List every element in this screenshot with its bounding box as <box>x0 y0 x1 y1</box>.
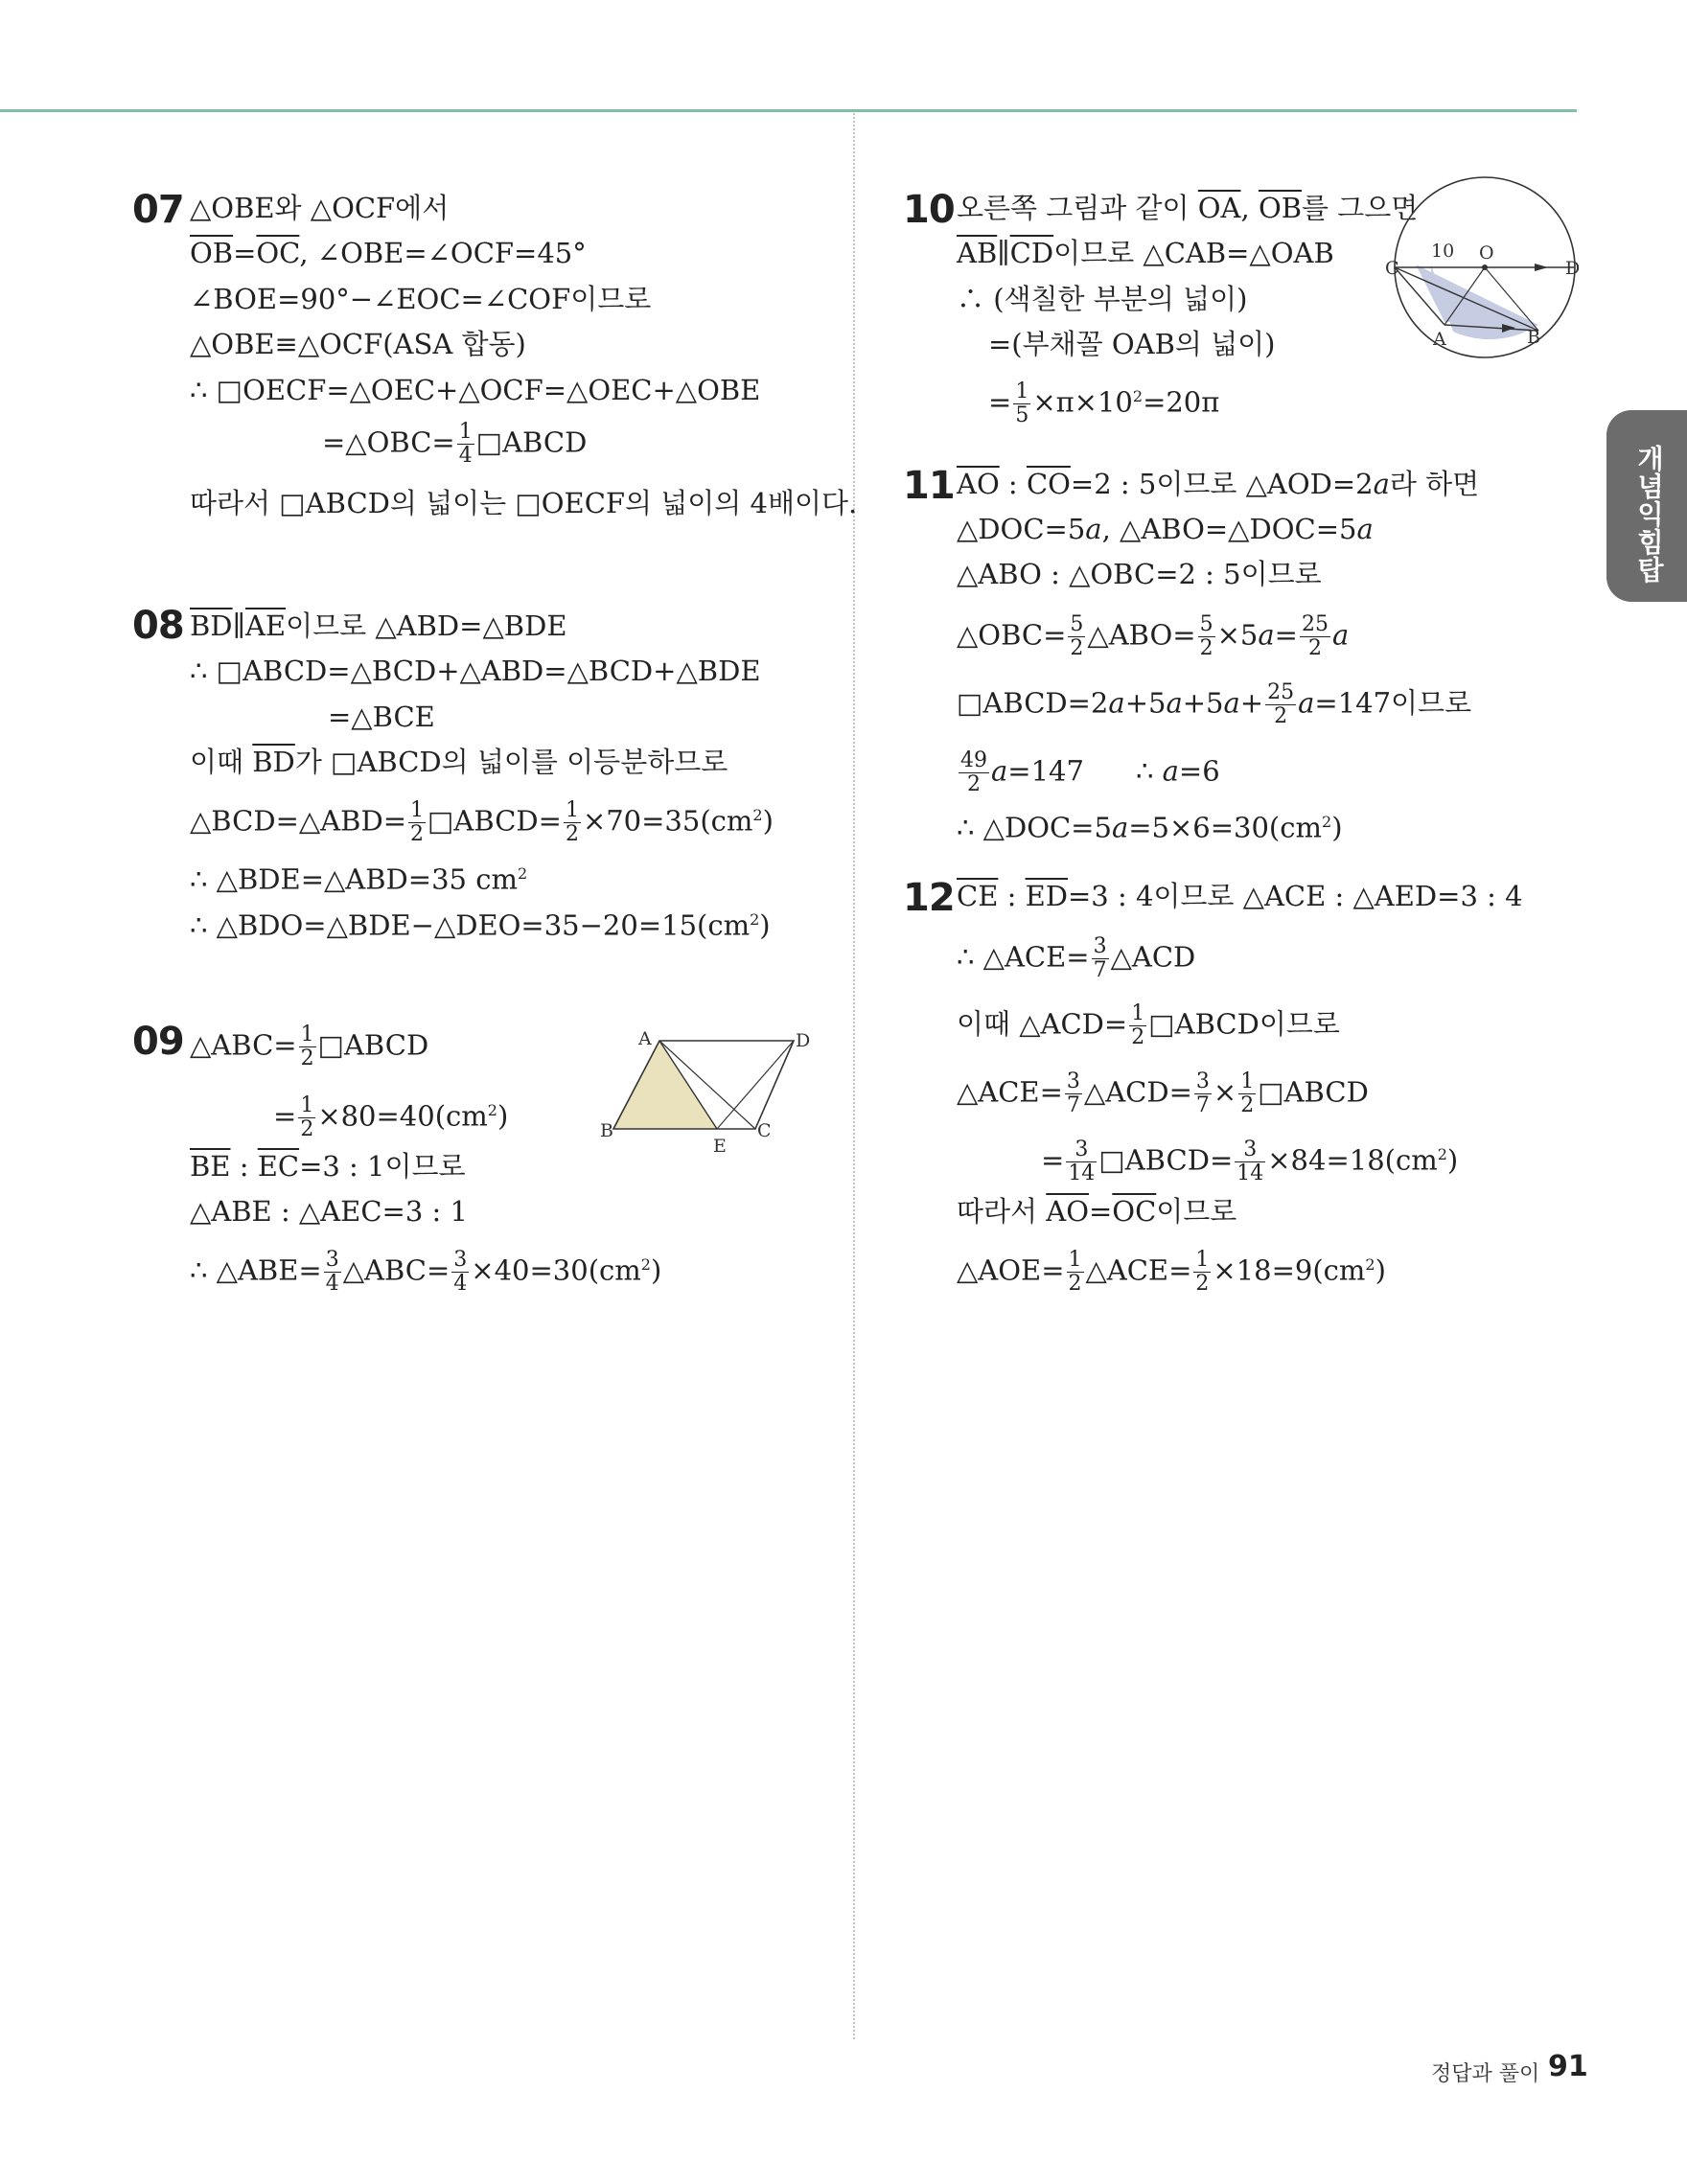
p09-line-4: △ABE : △AEC=3 : 1 <box>190 1195 468 1228</box>
p07-line-6: =△OBC= $\frac{1}{4}$ □ABCD <box>322 420 588 468</box>
p10-line-5: = $\frac{1}{5}$ $\times\pi\times 10^2=20\pi$ <box>988 379 1220 428</box>
p07-line-5: ∴ □OECF=△OEC+△OCF=△OEC+△OBE <box>190 374 761 406</box>
p11-line-7: ∴ $\triangle DOC=5a=5\times 6=30(cm^2)$ <box>957 811 1343 844</box>
p10-line-4: =(부채꼴 OAB의 넓이) <box>988 328 1276 360</box>
fraction: $\frac{1}{4}$ <box>458 420 473 468</box>
shaded-triangle-abe <box>613 1041 717 1129</box>
p08-line-7: ∴ $\triangle BDO=\triangle BDE-\triangle DEO=35-20=15(cm^2)$ <box>190 908 771 942</box>
p10-line-2: $\overline{AB}\parallel\overline{CD}$이므로 △CAB=△OAB <box>957 237 1334 269</box>
p07-line-7: 따라서 □ABCD의 넓이는 □OECF의 넓이의 4배이다. <box>190 487 858 519</box>
label-a: A <box>638 1028 652 1049</box>
problem-number-09: 09 <box>132 1020 184 1064</box>
shaded-triangle-cab <box>1416 264 1538 325</box>
p07-line-1: △OBE와 △OCF에서 <box>190 192 450 224</box>
problem-number-12: 12 <box>903 876 955 920</box>
page-number: 91 <box>1548 2050 1588 2083</box>
p09-line-3: $\overline{BE}$ : $\overline{EC}=3$ : 1이므로 <box>190 1150 466 1183</box>
p09-parallelogram-figure <box>594 1023 824 1158</box>
label-c: C <box>757 1120 772 1141</box>
p10-line-1: 오른쪽 그림과 같이 $\overline{OA}$, $\overline{OB}$를 그으면 <box>957 192 1419 224</box>
p07-line-2: $\overline{OB}=\overline{OC}$, ∠OBE=∠OCF=45° <box>190 237 587 269</box>
p12-line-5: = $\frac{3}{14}$ □ABCD= $\frac{3}{14}$ $\times 84=18(cm^2)$ <box>1041 1138 1459 1186</box>
p08-line-2: ∴ □ABCD=△BCD+△ABD=△BCD+△BDE <box>190 655 761 687</box>
label-c: C <box>1385 258 1399 279</box>
p10-line-3: ∴ (색칠한 부분의 넓이) <box>957 283 1248 315</box>
p07-line-3: ∠BOE=90°−∠EOC=∠COF이므로 <box>190 283 652 315</box>
p09-line-5: ∴ △ABE= $\frac{3}{4}$ △ABC= $\frac{3}{4}$ $\times 40=30(cm^2)$ <box>190 1248 662 1297</box>
p11-line-2: △DOC=5a, △ABO=△DOC=5a <box>957 513 1374 545</box>
p09-line-2: = $\frac{1}{2}$ $\times 80=40(cm^2)$ <box>273 1093 509 1142</box>
p12-line-1: $\overline{CE}$ : $\overline{ED}=3$ : 4이므로 △ACE : △AED=3 : 4 <box>957 880 1523 912</box>
p11-line-5: □ABCD=2a+5a+5a+ $\frac{25}{2}$ a=147이므로 <box>957 680 1472 728</box>
chapter-side-tab[interactable] <box>1606 410 1687 602</box>
arrow-d <box>1535 264 1548 271</box>
label-e: E <box>713 1136 727 1157</box>
problem-number-08: 08 <box>132 604 184 648</box>
header-rule <box>0 109 1577 112</box>
center-point-o <box>1482 264 1488 270</box>
segment-de <box>717 1041 794 1129</box>
p07-line-4: △OBE≡△OCF(ASA 합동) <box>190 328 526 360</box>
p08-line-1: $\overline{BD}\parallel\overline{AE}$이므로 △ABD=△BDE <box>190 609 567 642</box>
p08-line-3: =△BCE <box>328 701 435 733</box>
label-o: O <box>1479 242 1494 264</box>
label-a: A <box>1433 329 1446 350</box>
p11-line-6: $\frac{49}{2}$ a=147 ∴ a=6 <box>960 748 1220 796</box>
label-radius: 10 <box>1431 241 1455 262</box>
p12-line-4: △ACE= $\frac{3}{7}$ △ACD= $\frac{3}{7}$ × $\frac{1}{2}$ □ABCD <box>957 1069 1369 1117</box>
column-divider <box>853 113 855 2039</box>
p08-line-4: 이때 $\overline{BD}$가 □ABCD의 넓이를 이등분하므로 <box>190 746 728 778</box>
problem-number-11: 11 <box>903 464 955 508</box>
p12-line-3: 이때 △ACD= $\frac{1}{2}$ □ABCD이므로 <box>957 1001 1340 1049</box>
problem-number-10: 10 <box>903 188 955 232</box>
p08-line-5: △BCD=△ABD= $\frac{1}{2}$ □ABCD= $\frac{1}{2}$ $\times 70=35(cm^2)$ <box>190 798 774 847</box>
label-b: B <box>600 1120 613 1141</box>
p10-circle-figure <box>1385 188 1586 360</box>
footer-label: 정답과 풀이 <box>1431 2062 1540 2086</box>
p08-line-6: ∴ △BDE=△ABD=35 $cm^2$ <box>190 862 528 896</box>
p11-line-1: $\overline{AO}$ : $\overline{CO}=2$ : 5이므로 △AOD=2a라 하면 <box>957 468 1480 500</box>
label-d: D <box>796 1030 811 1051</box>
problem-number-07: 07 <box>132 188 184 232</box>
p09-line-1: △ABC= $\frac{1}{2}$ □ABCD <box>190 1023 429 1070</box>
p11-line-3: △ABO : △OBC=2 : 5이므로 <box>957 558 1322 590</box>
p12-line-6: 따라서 $\overline{AO}=\overline{OC}$이므로 <box>957 1195 1237 1228</box>
label-b: B <box>1527 327 1540 348</box>
p12-line-7: △AOE= $\frac{1}{2}$ △ACE= $\frac{1}{2}$ $\times 18=9(cm^2)$ <box>957 1248 1386 1297</box>
p11-line-4: △OBC= $\frac{5}{2}$ △ABO= $\frac{5}{2}$ ×5a= $\frac{25}{2}$ a <box>957 612 1350 660</box>
label-d: D <box>1565 258 1581 279</box>
p12-line-2: ∴ △ACE= $\frac{3}{7}$ △ACD <box>957 934 1196 982</box>
side-tab-label: 개념익힘탑 <box>1633 445 1665 584</box>
